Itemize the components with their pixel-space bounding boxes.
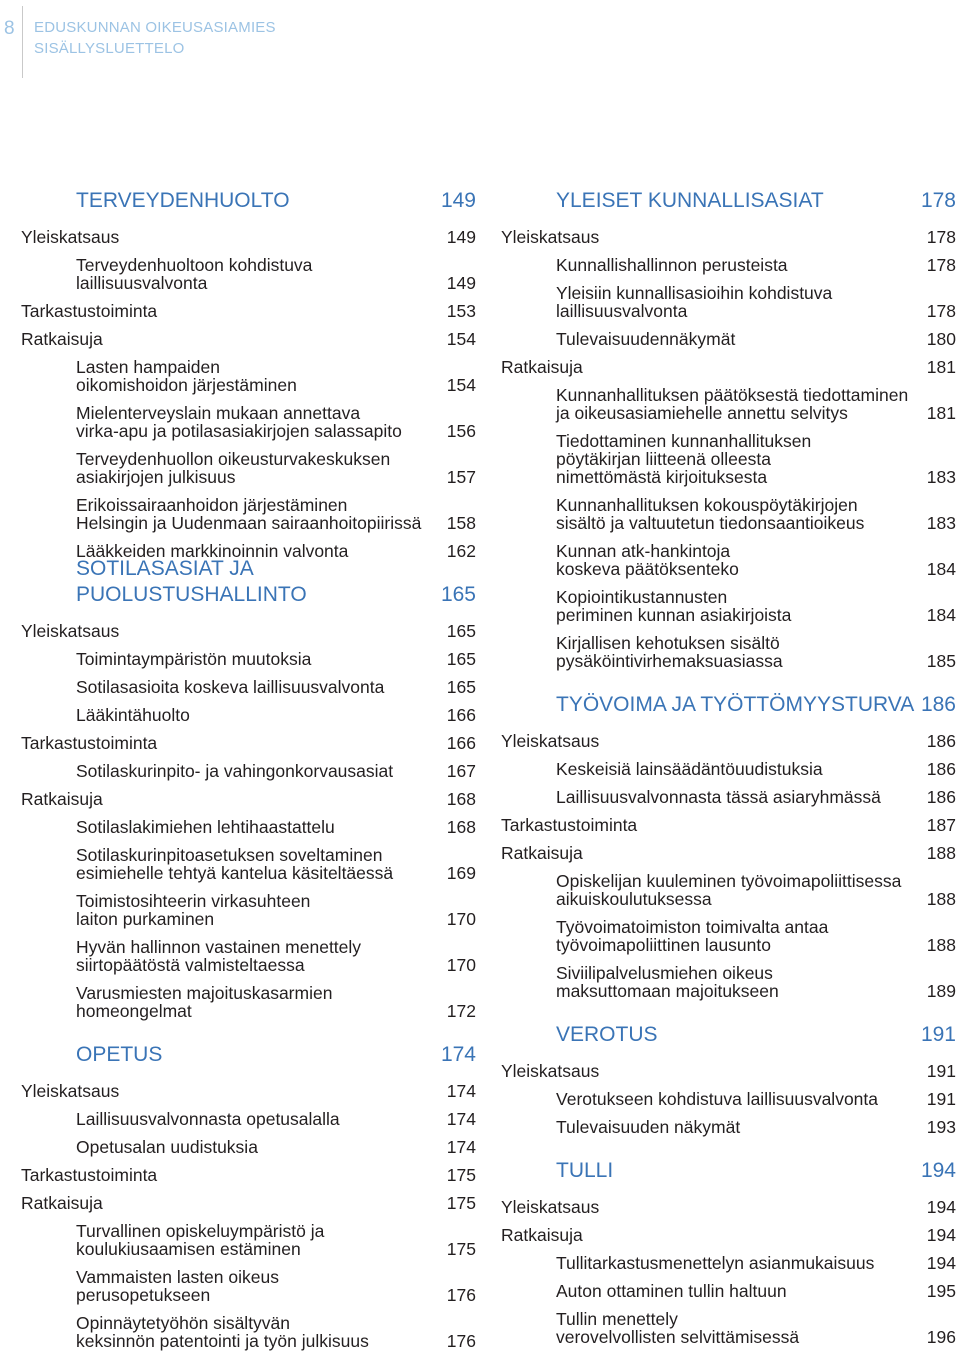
section-page-number: 191 xyxy=(920,1023,956,1046)
entry-title: Erikoissairaanhoidon järjestäminen Helsingin ja Uudenmaan sairaanhoitopiirissä xyxy=(76,495,422,533)
section-title: YLEISET KUNNALLISASIAT xyxy=(556,189,824,212)
section-page-number: 194 xyxy=(920,1159,956,1182)
entry-title: Ratkaisuja xyxy=(501,357,583,377)
toc-subentry[interactable] xyxy=(501,1306,956,1352)
entry-page-number: 181 xyxy=(926,357,956,377)
entry-page-number: 162 xyxy=(446,541,476,561)
entry-title: Verotukseen kohdistuva laillisuusvalvonta xyxy=(556,1089,878,1109)
toc-subentry[interactable] xyxy=(501,382,956,428)
toc-subentry[interactable] xyxy=(501,1086,956,1114)
toc-subentry[interactable] xyxy=(21,446,476,492)
entry-title: Kopiointikustannusten periminen kunnan asiakirjoista xyxy=(556,587,792,625)
toc-section xyxy=(501,690,956,1006)
toc-section xyxy=(501,1020,956,1142)
section-title: TYÖVOIMA JA TYÖTTÖMYYSTURVA xyxy=(556,693,915,716)
toc-entry[interactable] xyxy=(21,730,476,758)
toc-subentry[interactable] xyxy=(21,1218,476,1264)
entry-page-number: 188 xyxy=(926,935,956,955)
toc-entry[interactable] xyxy=(21,224,476,252)
entry-title: Kunnanhallituksen kokouspöytäkirjojen sisältö ja valtuutetun tiedonsaantioikeus xyxy=(556,495,865,533)
entry-title: Ratkaisuja xyxy=(21,789,103,809)
toc-subentry[interactable] xyxy=(501,280,956,326)
entry-title: Yleiskatsaus xyxy=(21,1081,120,1101)
toc-subentry[interactable] xyxy=(21,702,476,730)
entry-page-number: 174 xyxy=(446,1109,476,1129)
entry-page-number: 183 xyxy=(926,513,956,533)
toc-subentry[interactable] xyxy=(21,492,476,538)
header-publication-title: EDUSKUNNAN OIKEUSASIAMIES xyxy=(34,19,276,36)
section-heading[interactable] xyxy=(556,186,956,214)
entry-page-number: 185 xyxy=(926,651,956,671)
section-page-number: 149 xyxy=(440,189,476,212)
toc-entry[interactable] xyxy=(501,224,956,252)
toc-entry[interactable] xyxy=(501,1222,956,1250)
entry-title: Lääkkeiden markkinoinnin valvonta xyxy=(76,541,349,561)
toc-subentry[interactable] xyxy=(21,674,476,702)
toc-subentry[interactable] xyxy=(21,888,476,934)
entry-title: Auton ottaminen tullin haltuun xyxy=(556,1281,787,1301)
toc-right-column xyxy=(501,186,956,1366)
toc-entry[interactable] xyxy=(501,728,956,756)
entry-page-number: 178 xyxy=(926,227,956,247)
toc-subentry[interactable] xyxy=(21,354,476,400)
entry-title: Kunnallishallinnon perusteista xyxy=(556,255,788,275)
entry-page-number: 170 xyxy=(446,955,476,975)
entry-title: Tarkastustoiminta xyxy=(21,733,158,753)
toc-subentry[interactable] xyxy=(21,400,476,446)
entry-title: Vammaisten lasten oikeus perusopetukseen xyxy=(76,1267,279,1305)
entry-title: Ratkaisuja xyxy=(21,1193,103,1213)
section-page-number: 178 xyxy=(920,189,956,212)
header-divider xyxy=(22,6,23,78)
entry-page-number: 194 xyxy=(926,1197,956,1217)
entry-page-number: 154 xyxy=(446,329,476,349)
entry-page-number: 167 xyxy=(446,761,476,781)
entry-title: Laillisuusvalvonnasta tässä asiaryhmässä xyxy=(556,787,881,807)
entry-title: Varusmiesten majoituskasarmien homeongelmat xyxy=(76,983,333,1021)
entry-title: Sotilaskurinpito- ja vahingonkorvausasiat xyxy=(76,761,394,781)
entry-page-number: 166 xyxy=(446,733,476,753)
entry-title: Ratkaisuja xyxy=(21,329,103,349)
entry-title: Yleiskatsaus xyxy=(21,621,120,641)
toc-entry[interactable] xyxy=(501,1194,956,1222)
toc-subentry[interactable] xyxy=(21,758,476,786)
toc-subentry[interactable] xyxy=(501,630,956,676)
toc-subentry[interactable] xyxy=(501,492,956,538)
entry-title: Keskeisiä lainsäädäntöuudistuksia xyxy=(556,759,823,779)
toc-subentry[interactable] xyxy=(501,784,956,812)
section-title: OPETUS xyxy=(76,1043,163,1066)
entry-page-number: 193 xyxy=(926,1117,956,1137)
entry-title: Hyvän hallinnon vastainen menettely siirtopäätöstä valmisteltaessa xyxy=(76,937,362,975)
entry-page-number: 175 xyxy=(446,1239,476,1259)
section-page-number: 174 xyxy=(440,1043,476,1066)
section-heading[interactable] xyxy=(76,186,476,214)
entry-page-number: 194 xyxy=(926,1225,956,1245)
toc-subentry[interactable] xyxy=(501,868,956,914)
section-heading[interactable] xyxy=(556,690,956,718)
entry-page-number: 178 xyxy=(926,255,956,275)
section-heading[interactable] xyxy=(76,557,476,608)
section-page-number: 165 xyxy=(440,583,476,606)
entry-title: Yleisiin kunnallisasioihin kohdistuva laillisuusvalvonta xyxy=(556,283,833,321)
toc-entry[interactable] xyxy=(501,812,956,840)
toc-subentry[interactable] xyxy=(501,914,956,960)
toc-entry[interactable] xyxy=(21,326,476,354)
entry-title: Työvoimatoimiston toimivalta antaa työvoimapoliittinen lausunto xyxy=(556,917,829,955)
entry-page-number: 186 xyxy=(926,787,956,807)
toc-subentry[interactable] xyxy=(501,1114,956,1142)
entry-title: Yleiskatsaus xyxy=(501,731,600,751)
toc-subentry[interactable] xyxy=(21,980,476,1026)
entry-page-number: 176 xyxy=(446,1285,476,1305)
entry-page-number: 195 xyxy=(926,1281,956,1301)
entry-page-number: 149 xyxy=(446,273,476,293)
entry-page-number: 196 xyxy=(926,1327,956,1347)
toc-entry[interactable] xyxy=(21,786,476,814)
toc-subentry[interactable] xyxy=(21,1106,476,1134)
section-page-number: 186 xyxy=(920,693,956,716)
entry-title: Sotilaslakimiehen lehtihaastattelu xyxy=(76,817,335,837)
entry-page-number: 180 xyxy=(926,329,956,349)
entry-title: Tulevaisuudennäkymät xyxy=(556,329,736,349)
toc-subentry[interactable] xyxy=(501,326,956,354)
section-title: TULLI xyxy=(556,1159,614,1182)
entry-page-number: 191 xyxy=(926,1089,956,1109)
entry-page-number: 181 xyxy=(926,403,956,423)
entry-title: Toimintaympäristön muutoksia xyxy=(76,649,312,669)
toc-entry[interactable] xyxy=(21,1078,476,1106)
toc-subentry[interactable] xyxy=(501,1278,956,1306)
entry-page-number: 170 xyxy=(446,909,476,929)
toc-entry[interactable] xyxy=(21,618,476,646)
entry-page-number: 184 xyxy=(926,605,956,625)
entry-title: Terveydenhuoltoon kohdistuva laillisuusvalvonta xyxy=(76,255,313,293)
entry-title: Laillisuusvalvonnasta opetusalalla xyxy=(76,1109,340,1129)
entry-title: Yleiskatsaus xyxy=(501,227,600,247)
entry-page-number: 169 xyxy=(446,863,476,883)
entry-page-number: 158 xyxy=(446,513,476,533)
toc-section xyxy=(501,1156,956,1352)
entry-title: Tulevaisuuden näkymät xyxy=(556,1117,741,1137)
entry-title: Turvallinen opiskeluympäristö ja koulukiusaamisen estäminen xyxy=(76,1221,325,1259)
entry-title: Siviilipalvelusmiehen oikeus maksuttomaan majoitukseen xyxy=(556,963,779,1001)
entry-title: Toimistosihteerin virkasuhteen laiton purkaminen xyxy=(76,891,311,929)
toc-subentry[interactable] xyxy=(501,960,956,1006)
entry-title: Opiskelijan kuuleminen työvoimapoliittisessa aikuiskoulutuksessa xyxy=(556,871,902,909)
toc-subentry[interactable] xyxy=(501,1250,956,1278)
entry-title: Tullitarkastusmenettelyn asianmukaisuus xyxy=(556,1253,875,1273)
entry-title: Sotilaskurinpitoasetuksen soveltaminen esimiehelle tehtyä kantelua käsiteltäessä xyxy=(76,845,394,883)
entry-page-number: 194 xyxy=(926,1253,956,1273)
entry-title: Opetusalan uudistuksia xyxy=(76,1137,258,1157)
toc-subentry[interactable] xyxy=(21,252,476,298)
entry-title: Yleiskatsaus xyxy=(21,227,120,247)
toc-subentry[interactable] xyxy=(21,1310,476,1356)
entry-page-number: 188 xyxy=(926,889,956,909)
toc-entry[interactable] xyxy=(501,840,956,868)
entry-page-number: 186 xyxy=(926,731,956,751)
entry-page-number: 191 xyxy=(926,1061,956,1081)
entry-page-number: 157 xyxy=(446,467,476,487)
entry-page-number: 172 xyxy=(446,1001,476,1021)
entry-title: Tarkastustoiminta xyxy=(501,815,638,835)
entry-page-number: 168 xyxy=(446,817,476,837)
entry-title: Tarkastustoiminta xyxy=(21,301,158,321)
entry-page-number: 168 xyxy=(446,789,476,809)
running-header xyxy=(34,17,276,59)
entry-page-number: 178 xyxy=(926,301,956,321)
entry-page-number: 189 xyxy=(926,981,956,1001)
entry-page-number: 175 xyxy=(446,1165,476,1185)
entry-title: Terveydenhuollon oikeusturvakeskuksen asiakirjojen julkisuus xyxy=(76,449,391,487)
toc-subentry[interactable] xyxy=(21,1264,476,1310)
toc-left-column xyxy=(21,186,476,1370)
toc-subentry[interactable] xyxy=(501,538,956,584)
toc-entry[interactable] xyxy=(21,298,476,326)
entry-page-number: 165 xyxy=(446,677,476,697)
entry-page-number: 187 xyxy=(926,815,956,835)
entry-title: Sotilasasioita koskeva laillisuusvalvonta xyxy=(76,677,385,697)
entry-page-number: 183 xyxy=(926,467,956,487)
toc-section xyxy=(21,1040,476,1356)
section-title: VEROTUS xyxy=(556,1023,658,1046)
entry-title: Kirjallisen kehotuksen sisältö pysäköintivirhemaksuasiassa xyxy=(556,633,783,671)
entry-page-number: 149 xyxy=(446,227,476,247)
toc-section xyxy=(21,186,476,566)
entry-page-number: 156 xyxy=(446,421,476,441)
entry-title: Opinnäytetyöhön sisältyvän keksinnön patentointi ja työn julkisuus xyxy=(76,1313,369,1351)
toc-subentry[interactable] xyxy=(501,428,956,492)
page-number: 8 xyxy=(4,18,15,39)
entry-title: Tarkastustoiminta xyxy=(21,1165,158,1185)
toc-subentry[interactable] xyxy=(21,842,476,888)
entry-page-number: 175 xyxy=(446,1193,476,1213)
toc-entry[interactable] xyxy=(21,1190,476,1218)
entry-title: Lääkintähuolto xyxy=(76,705,190,725)
entry-page-number: 174 xyxy=(446,1137,476,1157)
entry-page-number: 174 xyxy=(446,1081,476,1101)
toc-entry[interactable] xyxy=(501,354,956,382)
section-title: TERVEYDENHUOLTO xyxy=(76,189,290,212)
toc-subentry[interactable] xyxy=(501,584,956,630)
toc-section xyxy=(501,186,956,676)
toc-subentry[interactable] xyxy=(501,756,956,784)
entry-title: Tullin menettely verovelvollisten selvittämisessä xyxy=(556,1309,800,1347)
entry-page-number: 165 xyxy=(446,621,476,641)
toc-subentry[interactable] xyxy=(21,646,476,674)
entry-page-number: 165 xyxy=(446,649,476,669)
entry-title: Kunnanhallituksen päätöksestä tiedottaminen ja oikeusasiamiehelle annettu selvitys xyxy=(556,385,909,423)
toc-entry[interactable] xyxy=(501,1058,956,1086)
entry-title: Mielenterveyslain mukaan annettava virka-apu ja potilasasiakirjojen salassapito xyxy=(76,403,402,441)
entry-page-number: 166 xyxy=(446,705,476,725)
entry-title: Ratkaisuja xyxy=(501,1225,583,1245)
entry-title: Yleiskatsaus xyxy=(501,1197,600,1217)
entry-title: Yleiskatsaus xyxy=(501,1061,600,1081)
entry-title: Tiedottaminen kunnanhallituksen pöytäkirjan liitteenä olleesta nimettömästä kirjoituksesta xyxy=(556,431,812,487)
entry-page-number: 188 xyxy=(926,843,956,863)
section-heading[interactable] xyxy=(556,1156,956,1184)
toc-subentry[interactable] xyxy=(21,934,476,980)
section-heading[interactable] xyxy=(76,1040,476,1068)
toc-subentry[interactable] xyxy=(501,252,956,280)
section-title: SOTILASASIAT JA PUOLUSTUSHALLINTO xyxy=(76,557,307,606)
toc-subentry[interactable] xyxy=(21,814,476,842)
entry-page-number: 176 xyxy=(446,1331,476,1351)
entry-title: Kunnan atk-hankintoja koskeva päätöksenteko xyxy=(556,541,739,579)
entry-page-number: 154 xyxy=(446,375,476,395)
toc-section xyxy=(21,557,476,1026)
entry-page-number: 186 xyxy=(926,759,956,779)
entry-page-number: 184 xyxy=(926,559,956,579)
entry-title: Lasten hampaiden oikomishoidon järjestäminen xyxy=(76,357,297,395)
section-heading[interactable] xyxy=(556,1020,956,1048)
header-section-title: SISÄLLYSLUETTELO xyxy=(34,40,185,57)
toc-subentry[interactable] xyxy=(21,1134,476,1162)
entry-page-number: 153 xyxy=(446,301,476,321)
toc-entry[interactable] xyxy=(21,1162,476,1190)
entry-title: Ratkaisuja xyxy=(501,843,583,863)
